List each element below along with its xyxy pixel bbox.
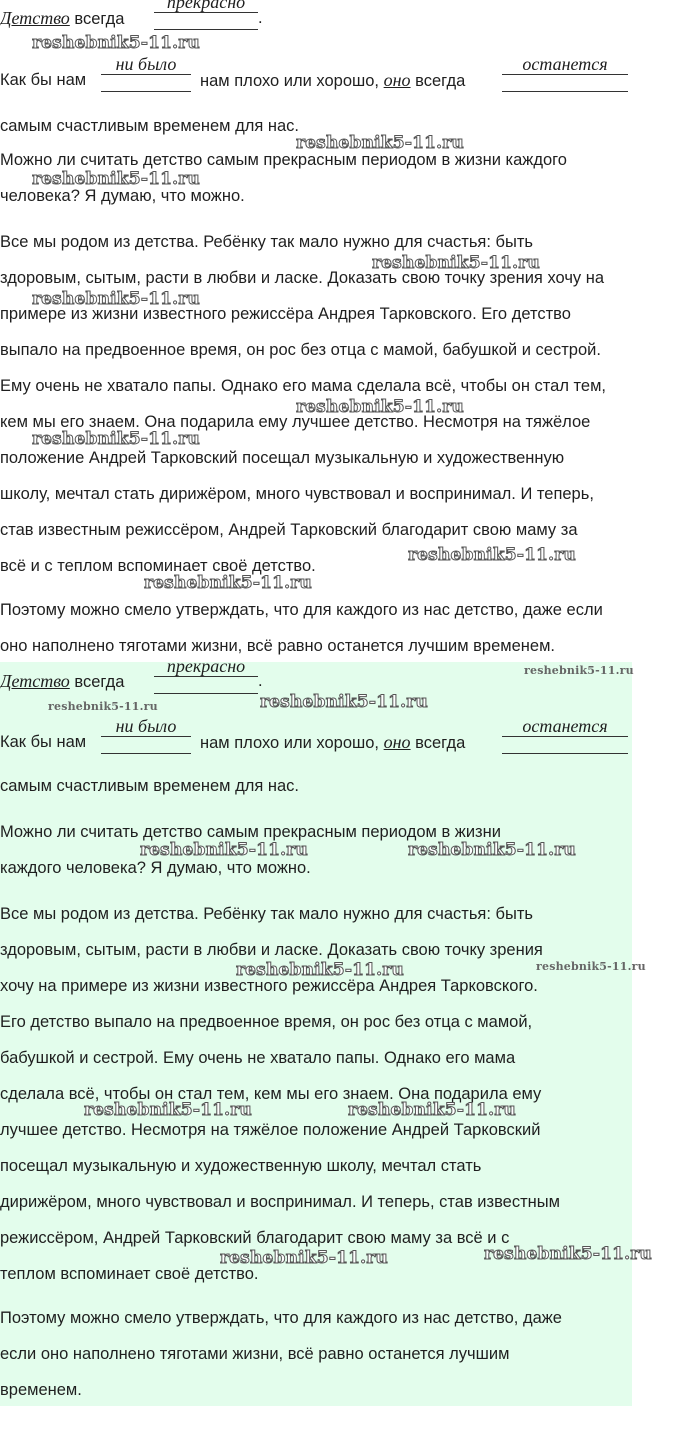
- answer-line: [101, 91, 191, 92]
- watermark: reshebnik5-11.ru: [140, 840, 308, 860]
- fraction-line: [101, 736, 191, 737]
- watermark: reshebnik5-11.ru: [484, 1244, 652, 1264]
- watermark: reshebnik5-11.ru: [48, 700, 158, 713]
- fraction-line: [101, 74, 191, 75]
- text-line: человека? Я думаю, что можно.: [0, 187, 245, 205]
- subject-word: Детство: [0, 671, 70, 691]
- essay-highlighted: [0, 656, 652, 1406]
- word-vsegda: всегда: [415, 734, 466, 752]
- text-line: дирижёром, много чувствовал и воспринимал. И теперь, став известным: [0, 1193, 560, 1211]
- fraction-line: [502, 736, 628, 737]
- text-nam-plokho: нам плохо или хорошо,: [200, 72, 380, 90]
- fraction-line: [154, 12, 258, 13]
- text-line: школу, мечтал стать дирижёром, много чувствовал и воспринимал. И теперь,: [0, 485, 594, 503]
- text-line: временем.: [0, 1381, 82, 1399]
- fraction-line: [502, 74, 628, 75]
- watermark: reshebnik5-11.ru: [32, 33, 200, 53]
- word-ono: оно: [383, 732, 411, 752]
- word-vsegda: всегда: [74, 673, 125, 691]
- answer-line: [101, 753, 191, 754]
- text-line: хочу на примере из жизни известного режиссёра Андрея Тарковского.: [0, 977, 538, 995]
- text-line: кем мы его знаем. Она подарила ему лучшее детство. Несмотря на тяжёлое: [0, 413, 591, 431]
- answer-line: [502, 753, 628, 754]
- handwritten-word: прекрасно: [166, 656, 246, 676]
- text-kak-by-nam: Как бы нам: [0, 71, 87, 89]
- subject-word: Детство: [0, 8, 70, 28]
- watermark: reshebnik5-11.ru: [408, 840, 576, 860]
- text-line: Его детство выпало на предвоенное время, он рос без отца с мамой,: [0, 1013, 533, 1031]
- text-line: Все мы родом из детства. Ребёнку так мало нужно для счастья: быть: [0, 905, 533, 923]
- text-line: сделала всё, чтобы он стал тем, кем мы его знаем. Она подарила ему: [0, 1085, 542, 1103]
- text-line: став известным режиссёром, Андрей Тарковский благодарит свою маму за: [0, 521, 578, 539]
- blank-ni-bylo: [101, 54, 191, 92]
- sentence-2-cont: [200, 70, 465, 91]
- watermark: reshebnik5-11.ru: [260, 692, 428, 712]
- sentence-2: [0, 70, 86, 90]
- text-line: самым счастливым временем для нас.: [0, 777, 299, 795]
- watermark: reshebnik5-11.ru: [296, 397, 464, 417]
- watermark: reshebnik5-11.ru: [536, 960, 646, 973]
- text-line: выпало на предвоенное время, он рос без отца с мамой, бабушкой и сестрой.: [0, 341, 601, 359]
- watermark: reshebnik5-11.ru: [144, 573, 312, 593]
- text-line: здоровым, сытым, расти в любви и ласке. Доказать свою точку зрения: [0, 941, 543, 959]
- text-line: посещал музыкальную и художественную школу, мечтал стать: [0, 1157, 482, 1175]
- text-line: Можно ли считать детство самым прекрасным периодом в жизни каждого: [0, 151, 567, 169]
- sentence-2-cont: [200, 732, 465, 753]
- text-nam-plokho: нам плохо или хорошо,: [200, 734, 380, 752]
- answer-line: [154, 29, 258, 30]
- handwritten-word: ни было: [115, 716, 177, 736]
- handwritten-word: прекрасно: [166, 0, 246, 12]
- text-line: Поэтому можно смело утверждать, что для каждого из нас детство, даже если: [0, 601, 603, 619]
- essay-plain: [0, 0, 680, 662]
- text-line: положение Андрей Тарковский посещал музыкальную и художественную: [0, 449, 565, 467]
- text-line: всё и с теплом вспоминает своё детство.: [0, 557, 316, 575]
- watermark: reshebnik5-11.ru: [524, 664, 634, 677]
- text-line: Ему очень не хватало папы. Однако его мама сделала всё, чтобы он стал тем,: [0, 377, 607, 395]
- text-line: режиссёром, Андрей Тарковский благодарит свою маму за всё и с: [0, 1229, 510, 1247]
- word-ono: оно: [383, 70, 411, 90]
- watermark: reshebnik5-11.ru: [220, 1248, 388, 1268]
- text-line: каждого человека? Я думаю, что можно.: [0, 859, 311, 877]
- text-line: Можно ли считать детство самым прекрасным периодом в жизни: [0, 823, 501, 841]
- answer-line: [502, 91, 628, 92]
- period: .: [258, 672, 263, 690]
- text-line: оно наполнено тяготами жизни, всё равно останется лучшим временем.: [0, 637, 555, 655]
- word-vsegda: всегда: [415, 72, 466, 90]
- text-line: примере из жизни известного режиссёра Андрея Тарковского. Его детство: [0, 305, 571, 323]
- watermark: reshebnik5-11.ru: [32, 169, 200, 189]
- watermark: reshebnik5-11.ru: [32, 289, 200, 309]
- watermark: reshebnik5-11.ru: [236, 960, 404, 980]
- watermark: reshebnik5-11.ru: [348, 1100, 516, 1120]
- blank-prekrasno: [154, 656, 258, 694]
- fraction-line: [154, 676, 258, 677]
- sentence-2: [0, 732, 86, 752]
- answer-line: [154, 693, 258, 694]
- watermark: reshebnik5-11.ru: [32, 429, 200, 449]
- handwritten-word: ни было: [115, 54, 177, 74]
- sentence-1: [0, 671, 124, 692]
- blank-ostanetsya: [502, 54, 628, 92]
- blank-ni-bylo: [101, 716, 191, 754]
- watermark: reshebnik5-11.ru: [296, 133, 464, 153]
- watermark: reshebnik5-11.ru: [408, 545, 576, 565]
- text-line: Все мы родом из детства. Ребёнку так мало нужно для счастья: быть: [0, 233, 533, 251]
- period: .: [258, 9, 263, 27]
- text-kak-by-nam: Как бы нам: [0, 733, 87, 751]
- handwritten-word: останется: [522, 716, 608, 736]
- watermark: reshebnik5-11.ru: [84, 1100, 252, 1120]
- word-vsegda: всегда: [74, 10, 125, 28]
- blank-ostanetsya: [502, 716, 628, 754]
- text-line: бабушкой и сестрой. Ему очень не хватало папы. Однако его мама: [0, 1049, 516, 1067]
- text-line: здоровым, сытым, расти в любви и ласке. Доказать свою точку зрения хочу на: [0, 269, 605, 287]
- text-line: Поэтому можно смело утверждать, что для каждого из нас детство, даже: [0, 1309, 562, 1327]
- handwritten-word: останется: [522, 54, 608, 74]
- watermark: reshebnik5-11.ru: [372, 253, 540, 273]
- blank-prekrasno: [154, 0, 258, 30]
- text-line: самым счастливым временем для нас.: [0, 117, 299, 135]
- text-line: теплом вспоминает своё детство.: [0, 1265, 259, 1283]
- text-line: лучшее детство. Несмотря на тяжёлое положение Андрей Тарковский: [0, 1121, 541, 1139]
- text-line: если оно наполнено тяготами жизни, всё равно останется лучшим: [0, 1345, 510, 1363]
- sentence-1: [0, 8, 124, 29]
